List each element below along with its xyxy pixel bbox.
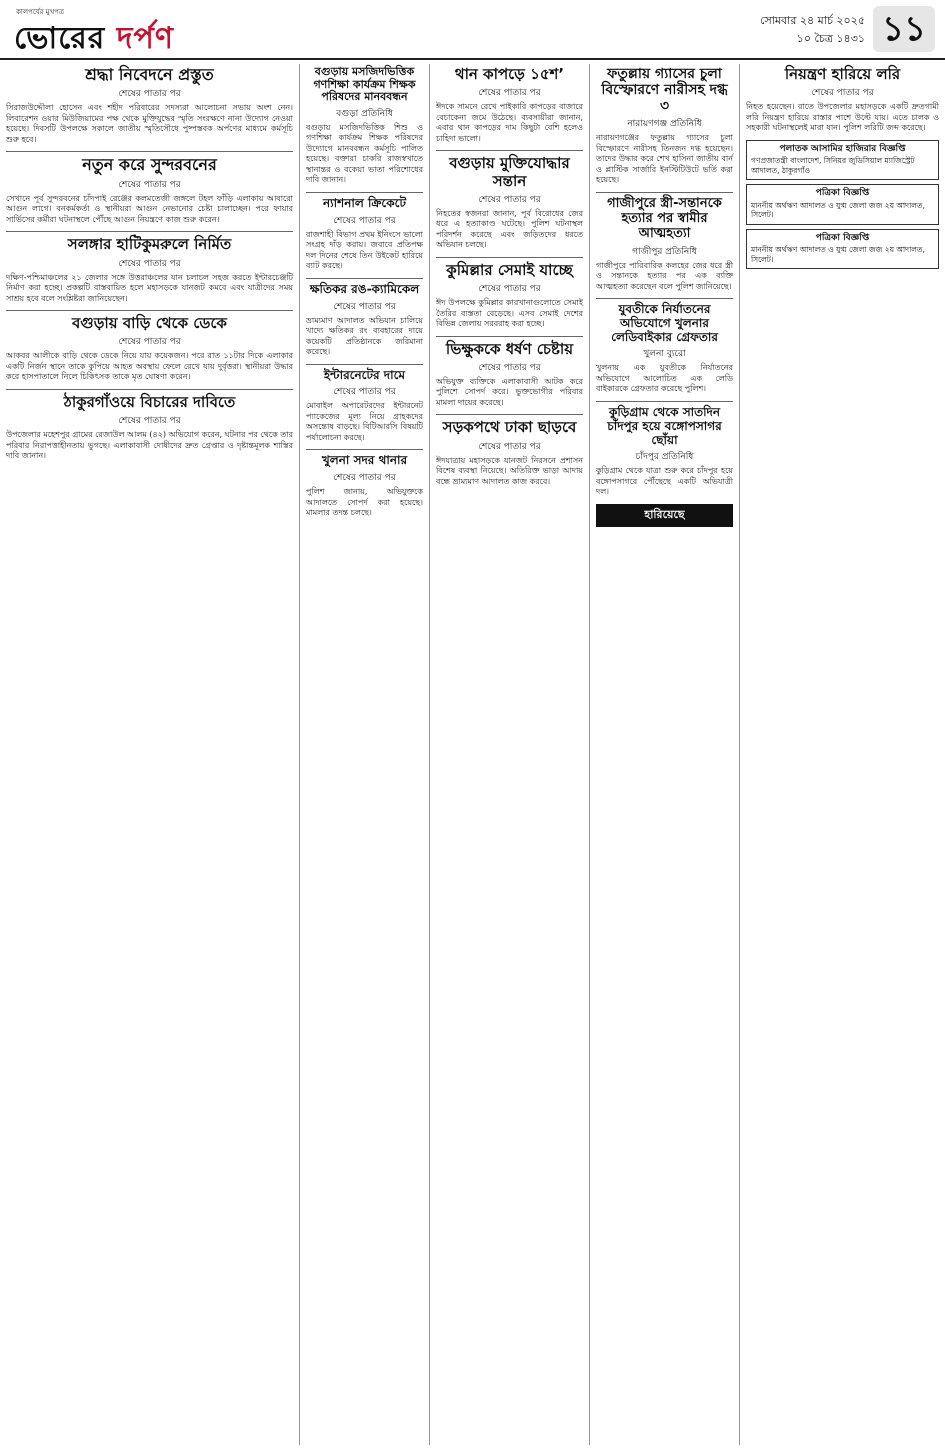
story-body: নিহত হয়েছেন। রাতে উপজেলার মহাসড়কে একটি দ্রুতগামী লরি নিয়ন্ত্রণ হারিয়ে রাস্তার পাশে উল্টে যায়। এতে চালক ও সহকারী ঘটনাস্থলেই মারা যান। পুলিশ লরিটি জব্দ করেছে।	[746, 102, 939, 133]
court-notice-1	[746, 140, 939, 181]
story-headline: যুবতীকে নির্যাতনের অভিযোগে খুলনার লেডিবাইকার গ্রেফতার	[611, 302, 718, 344]
newspaper-logo	[14, 14, 174, 65]
story-tribute	[6, 66, 293, 145]
divider	[6, 231, 293, 232]
story-body: খুলনায় এক যুবতীকে নির্যাতনের অভিযোগে আলোচিত এক লেডি বাইকারকে গ্রেফতার করেছে পুলিশ।	[596, 363, 733, 394]
story-body: উপজেলার মহেশপুর গ্রামের রেজাউল আলম (৪২) অভিযোগ করেন, ঘটনার পর থেকে তার পরিবার নিরাপত্তাহীনতায় ভুগছে। এলাকাবাসী দোষীদের দ্রুত গ্রেপ্তার ও দৃষ্টান্তমূলক শাস্তির দাবি জানান।	[6, 430, 293, 461]
story-headline: গাজীপুরে স্ত্রী-সন্তানকে হত্যার পর স্বামীর আত্মহত্যা	[607, 195, 722, 241]
story-kurigram	[596, 406, 733, 498]
masthead-tagline: কালপর্বের মুখপত্র	[16, 8, 65, 16]
divider	[6, 310, 293, 311]
story-beggar	[436, 341, 583, 409]
story-kicker: শেষের পাতার পর	[118, 337, 181, 348]
story-headline: কুড়িগ্রাম থেকে সাতদিন চাঁদপুর হয়ে বঙ্গোপসাগর ছোঁয়া	[607, 404, 722, 447]
divider	[596, 298, 733, 299]
story-kicker: শেষের পাতার পর	[118, 89, 181, 100]
story-gas-explosion	[596, 66, 733, 186]
story-body: নিহতের স্বজনরা জানান, পূর্ব বিরোধের জের ধরে এ হত্যাকাণ্ড ঘটেছে। পুলিশ ঘটনাস্থল পরিদর্শন করেছে এবং জড়িতদের ধরতে অভিযান চলছে।	[436, 208, 583, 250]
story-kicker: শেষের পাতার পর	[478, 441, 541, 452]
story-body: অভিযুক্ত ব্যক্তিকে এলাকাবাসী আটক করে পুলিশে সোপর্দ করে। ভুক্তভোগীর পরিবার মামলা দায়ের করেছে।	[436, 376, 583, 407]
notice-text: মাননীয় অর্থঋণ আদালত ও যুগ্ম জেলা জজ ২য় আদালত, সিলেট।	[751, 245, 925, 264]
story-body: সিরাজউদ্দৌলা হোসেন এবং শহীদ পরিবারের সদস্যরা আলোচনা সভায় অংশ নেন। লিবারেশন ওয়ার মিউজিয়ামের পক্ষ থেকে মুক্তিযুদ্ধের স্মৃতি সংরক্ষণে নানা উদ্যোগ নেওয়া হয়েছে। দিবসটি উপলক্ষে সকালে জাতীয় স্মৃতিসৌধে পুষ্পস্তবক অর্পণের মাধ্যমে কর্মসূচি শুরু হবে।	[6, 103, 293, 144]
story-lady-biker	[596, 303, 733, 395]
divider	[596, 192, 733, 193]
story-headline: শ্রদ্ধা নিবেদনে প্রস্তুত	[85, 65, 214, 84]
story-freedom-fighter	[436, 155, 583, 251]
story-body: পুলিশ জানায়, অভিযুক্তকে আদালতে সোপর্দ করা হয়েছে। মামলার তদন্ত চলছে।	[306, 487, 423, 518]
column-5	[740, 64, 945, 1445]
story-thakurgaon	[6, 394, 293, 462]
story-headline: থান কাপড়ে ১৫শ’	[454, 65, 565, 83]
story-body: রাজশাহী বিভাগ প্রথম ইনিংসে ভালো সংগ্রহ দাঁড় করায়। জবাবে প্রতিপক্ষ দল দিনের শেষে তিন উইকেট হারিয়ে ব্যাট করছে।	[306, 229, 423, 271]
logo-part-a: ভোরের	[14, 21, 106, 56]
story-headline: নতুন করে সুন্দরবনের	[82, 155, 217, 175]
column-2	[300, 64, 430, 1445]
story-headline: সলঙ্গার হাটিকুমরুলে নির্মিত	[67, 235, 232, 254]
court-notice-3	[746, 229, 939, 270]
story-gazipur	[596, 197, 733, 292]
date-gregorian: সোমবার ২৪ মার্চ ২০২৫	[760, 14, 865, 27]
story-sundarbans	[6, 156, 293, 225]
notice-text: মাননীয় অর্থঋণ আদালত ও যুগ্ম জেলা জজ ২য় আদালত, সিলেট।	[751, 200, 925, 220]
story-internet	[306, 369, 423, 444]
notice-title: পত্রিকা বিজ্ঞপ্তি	[815, 232, 870, 243]
story-kicker: শেষের পাতার পর	[118, 416, 181, 427]
story-khulna-police	[306, 454, 423, 518]
issue-dates	[760, 12, 865, 48]
story-cricket	[306, 197, 423, 272]
story-body: কুড়িগ্রাম থেকে যাত্রা শুরু করে চাঁদপুর হয়ে বঙ্গোপসাগরে পৌঁছেছে একটি অভিযাত্রী দল।	[596, 466, 733, 497]
masthead	[0, 0, 945, 60]
story-body: মোবাইল অপারেটরদের ইন্টারনেট প্যাকেজের মূল্য নিয়ে গ্রাহকদের অসন্তোষ বাড়ছে। বিটিআরসি বিষয়টি পর্যালোচনা করছে।	[306, 401, 423, 442]
story-lorry	[746, 66, 939, 134]
divider	[306, 449, 423, 450]
story-kicker: বগুড়া প্রতিনিধি	[336, 108, 393, 119]
divider	[436, 150, 583, 151]
divider	[6, 151, 293, 152]
story-kicker: শেষের পাতার পর	[333, 301, 396, 312]
story-headline: ফতুল্লায় গ্যাসের চুলা বিস্ফোরণে নারীসহ দগ্ধ ৩	[601, 66, 728, 115]
divider	[306, 278, 423, 279]
divider	[436, 257, 583, 258]
story-kicker: গাজীপুর প্রতিনিধি	[632, 246, 697, 257]
story-body: ভ্রাম্যমাণ আদালত অভিযান চালিয়ে খাদ্যে ক্ষতিকর রং ব্যবহারের দায়ে কয়েকটি প্রতিষ্ঠানকে জরিমানা করেছে।	[306, 315, 423, 357]
logo-part-b: দর্পণ	[105, 21, 175, 56]
story-body: ঈদযাত্রায় মহাসড়কে যানজট নিরসনে প্রশাসন বিশেষ ব্যবস্থা নিয়েছে। অতিরিক্ত ভাড়া আদায় বন্ধে ভ্রাম্যমাণ আদালত কাজ করবে।	[436, 455, 583, 486]
divider	[306, 364, 423, 365]
notice-title: পলাতক আসামির হাজিরার বিজ্ঞপ্তি	[779, 143, 906, 154]
story-kicker: খুলনা ব্যুরো	[643, 349, 686, 360]
story-headline: ঠাকুরগাঁওয়ে বিচারের দাবিতে	[63, 392, 236, 411]
date-bengali: ১০ চৈত্র ১৪৩১	[796, 32, 865, 45]
story-kicker: শেষের পাতার পর	[811, 88, 874, 99]
story-kicker: নারায়ণগঞ্জ প্রতিনিধি	[627, 119, 702, 130]
column-1	[0, 64, 300, 1445]
story-body: গাজীপুরে পারিবারিক কলহের জের ধরে স্ত্রী ও সন্তানকে হত্যার পর এক ব্যক্তি আত্মহত্যা করেছেন বলে পুলিশ জানিয়েছে।	[596, 260, 733, 291]
story-teachers	[306, 66, 423, 186]
story-kicker: শেষের পাতার পর	[478, 194, 541, 205]
court-notice-2	[746, 184, 939, 225]
story-headline: খুলনা সদর থানার	[321, 453, 408, 468]
story-body: আকবর আলীকে বাড়ি থেকে ডেকে নিয়ে যায় কয়েকজন। পরে রাত ১১টার দিকে এলাকার একটি নির্জন স্থানে তাকে কুপিয়ে আহত অবস্থায় ফেলে রেখে যায় দুর্বৃত্তরা। স্থানীয়রা উদ্ধার করে হাসপাতালে নিলে চিকিৎসক তাকে মৃত ঘোষণা করেন।	[6, 351, 293, 382]
page-number: ১১	[873, 6, 935, 52]
story-chemical	[306, 283, 423, 358]
story-headline: ইন্টারনেটের দামে	[323, 367, 406, 382]
story-body: দক্ষিণ-পশ্চিমাঞ্চলের ২১ জেলার সঙ্গে উত্তরাঞ্চলের যান চলাচল সহজ করতে ইন্টারচেঞ্জটি নির্মাণ করা হচ্ছে। প্রকল্পটি বাস্তবায়িত হলে মহাসড়কে যানজট কমবে এবং যাত্রীদের সময় সাশ্রয় হবে বলে সংশ্লিষ্টরা জানিয়েছেন।	[6, 272, 293, 303]
story-headline: সড়কপথে ঢাকা ছাড়বে	[442, 418, 577, 437]
story-kicker: শেষের পাতার পর	[478, 284, 541, 294]
notice-title: পত্রিকা বিজ্ঞপ্তি	[815, 188, 870, 199]
story-kicker: শেষের পাতার পর	[118, 258, 181, 269]
story-headline: ভিক্ষুককে ধর্ষণ চেষ্টায়	[445, 339, 574, 358]
story-hatikumrul	[6, 236, 293, 304]
divider	[6, 389, 293, 390]
story-kicker: শেষের পাতার পর	[333, 387, 396, 398]
divider	[306, 192, 423, 193]
story-headline: ন্যাশনাল ক্রিকেটে	[322, 195, 407, 210]
lost-notice-header: হারিয়েছে	[596, 504, 733, 527]
story-headline: নিয়ন্ত্রণ হারিয়ে লরি	[784, 65, 901, 83]
story-headline: বগুড়ায় বাড়ি থেকে ডেকে	[72, 314, 227, 333]
story-body: বগুড়ায় মসজিদভিত্তিক শিশু ও গণশিক্ষা কার্যক্রম শিক্ষক পরিষদের উদ্যোগে মানববন্ধন কর্মসূচি পালিত হয়েছে। বক্তারা চাকরি রাজস্বখাতে স্থানান্তর ও বকেয়া ভাতা পরিশোধের দাবি জানান।	[306, 122, 423, 185]
story-kicker: শেষের পাতার পর	[333, 215, 396, 226]
story-body: নারায়ণগঞ্জের ফতুল্লায় গ্যাসের চুলা বিস্ফোরণে নারীসহ তিনজন দগ্ধ হয়েছেন। তাদের উদ্ধার করে শেখ হাসিনা জাতীয় বার্ন ও প্লাস্টিক সার্জারি ইনস্টিটিউটে ভর্তি করা হয়েছে।	[596, 133, 733, 185]
story-fabric	[436, 66, 583, 144]
divider	[436, 414, 583, 415]
story-headline: বগুড়ায় মুক্তিযোদ্ধার সন্তান	[449, 154, 570, 190]
story-bogura-killing	[6, 315, 293, 383]
column-4	[590, 64, 740, 1445]
story-kicker: শেষের পাতার পর	[478, 362, 541, 373]
story-headline: ক্ষতিকর রঙ-ক্যামিকেল	[309, 281, 420, 296]
story-body: ঈদকে সামনে রেখে পাইকারি কাপড়ের বাজারে বেচাকেনা জমে উঠেছে। ব্যবসায়ীরা জানান, এবার থান কাপড়ের দাম কিছুটা বেশি হলেও চাহিদা ভালো।	[436, 102, 583, 143]
story-road-travel	[436, 419, 583, 487]
story-kicker: চাঁদপুর প্রতিনিধি	[635, 452, 694, 463]
story-kicker: শেষের পাতার পর	[478, 88, 541, 99]
notice-text: গণপ্রজাতন্ত্রী বাংলাদেশ, সিনিয়র জুডিসিয়াল ম্যাজিস্ট্রেট আদালত, ঠাকুরগাঁও	[751, 156, 915, 175]
divider	[596, 401, 733, 402]
story-body: সেখানে পূর্ব সুন্দরবনের চাঁদপাই রেঞ্জের কলমতেজী জঙ্গলে টহল ফাঁড়ি এলাকায় আবারো আগুন লাগে। বনকর্মকর্তা ও স্থানীয়রা আগুন নেভানোর চেষ্টা চালাচ্ছেন। পরে ফায়ার সার্ভিসের কর্মীরা ঘটনাস্থলে পৌঁছে আগুন নিয়ন্ত্রণে কাজ শুরু করেন।	[6, 193, 293, 224]
divider	[436, 336, 583, 337]
story-body: ঈদ উপলক্ষে কুমিল্লার কারখানাগুলোতে সেমাই তৈরির ব্যস্ততা বেড়েছে। এসব সেমাই দেশের বিভিন্ন জেলায় সরবরাহ করা হচ্ছে।	[436, 298, 583, 328]
story-kicker: শেষের পাতার পর	[118, 179, 181, 190]
story-headline: কুমিল্লার সেমাই যাচ্ছে	[446, 260, 573, 279]
story-comilla-semai	[436, 262, 583, 330]
story-headline: বগুড়ায় মসজিদভিত্তিক গণশিক্ষা কার্যক্রম শিক্ষক পরিষদের মানববন্ধন	[313, 65, 416, 104]
column-3	[430, 64, 590, 1445]
story-kicker: শেষের পাতার পর	[333, 473, 396, 484]
